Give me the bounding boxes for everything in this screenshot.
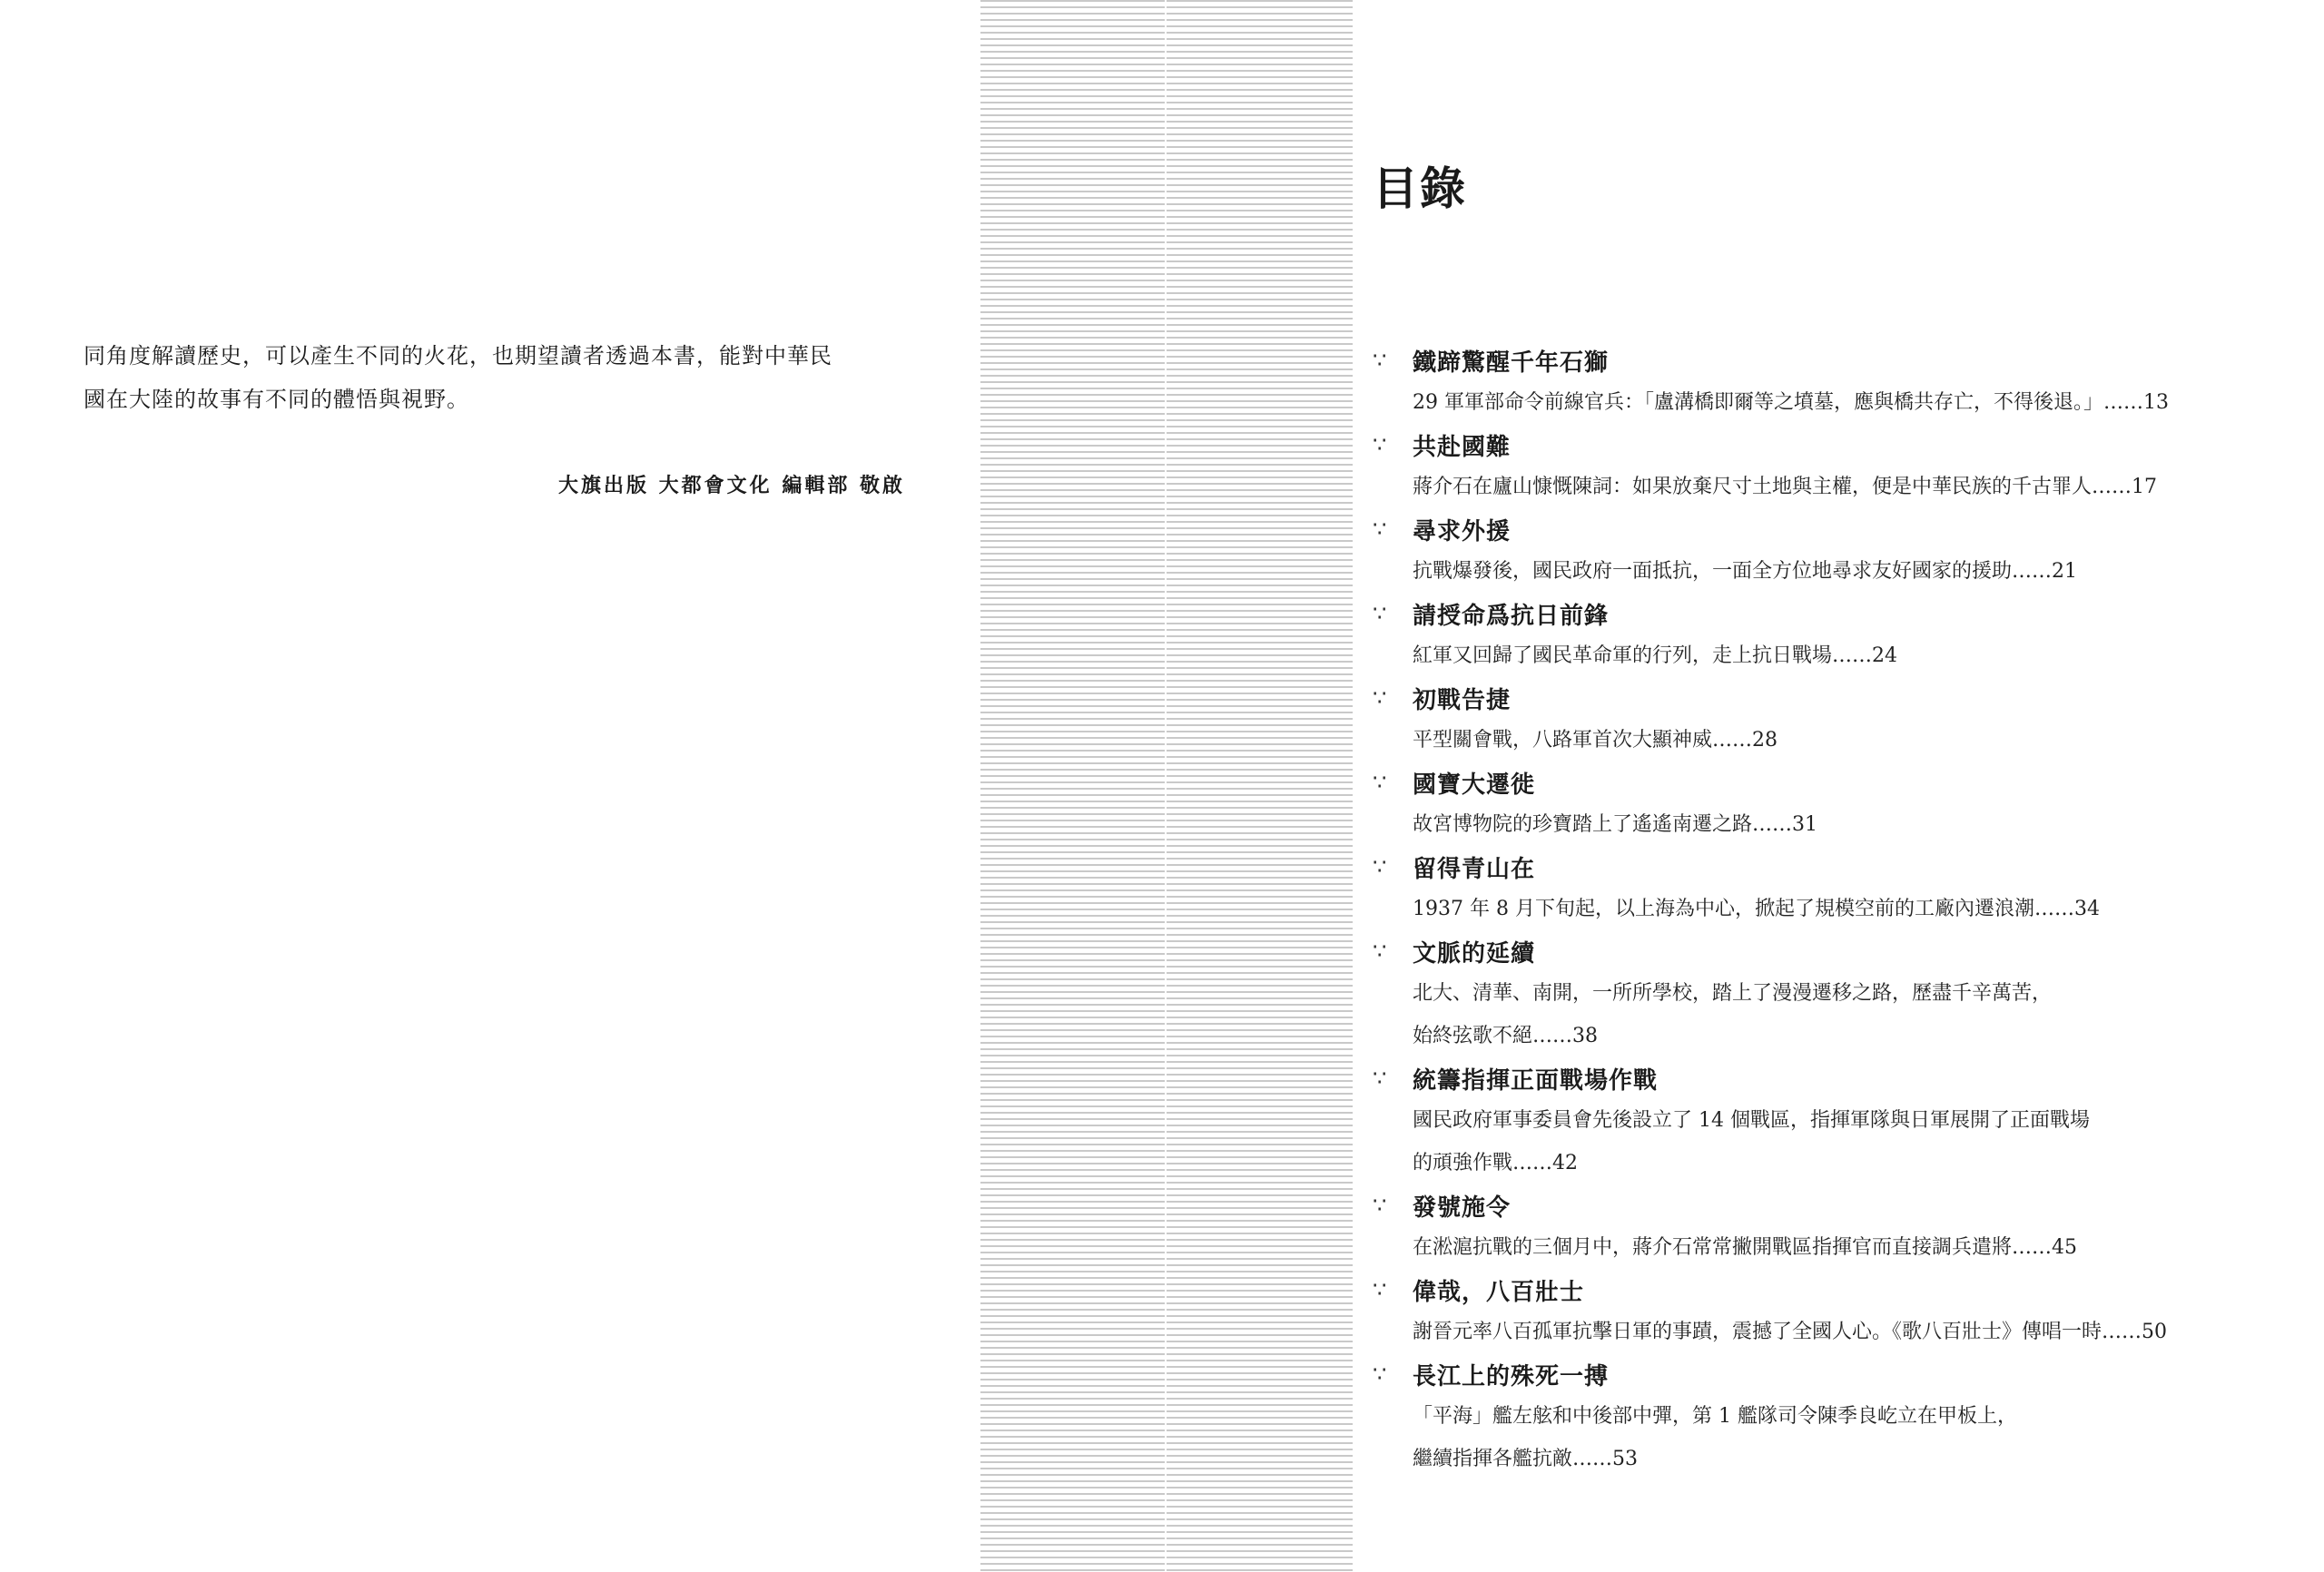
toc-entry-description: 「平海」艦左舷和中後部中彈，第 1 艦隊司令陳季良屹立在甲板上， (1413, 1405, 2017, 1428)
toc-entry[interactable] (1373, 1269, 2290, 1353)
table-of-contents (1373, 339, 2290, 1480)
preface-line: 國在大陸的故事有不同的體悟與視野。 (84, 387, 469, 412)
toc-entry-description: 蔣介石在廬山慷慨陳詞：如果放棄尺寸土地與主權，便是中華民族的千古罪人……17 (1413, 476, 2157, 498)
because-bullet-icon: ∵ (1373, 938, 1387, 964)
toc-entry-title: 初戰告捷 (1413, 686, 1512, 714)
toc-entry-description: 在淞滬抗戰的三個月中，蔣介石常常撇開戰區指揮官而直接調兵遣將……45 (1413, 1236, 2077, 1259)
left-page (84, 334, 905, 497)
toc-entry-description: 平型關會戰，八路軍首次大顯神威……28 (1413, 729, 1777, 752)
toc-entry-description: 故宮博物院的珍寶踏上了遙遙南遷之路……31 (1413, 813, 1817, 836)
toc-entry-description: 北大、清華、南開，一所所學校，踏上了漫漫遷移之路，歷盡千辛萬苦， (1413, 982, 2053, 1005)
gutter-divider (1165, 0, 1167, 1572)
toc-entry-title: 留得青山在 (1413, 855, 1536, 883)
toc-entry-title: 發號施令 (1413, 1194, 1512, 1222)
toc-entry[interactable] (1373, 424, 2290, 508)
toc-entry-head (1373, 1057, 2290, 1099)
toc-entry-head (1373, 1184, 2290, 1226)
toc-entry-title: 鐵蹄驚醒千年石獅 (1413, 349, 1610, 377)
preface-signature: 大旗出版 大都會文化 編輯部 敬啟 (558, 475, 905, 497)
toc-entry[interactable] (1373, 761, 2290, 846)
toc-entry[interactable] (1373, 1057, 2290, 1184)
because-bullet-icon: ∵ (1373, 1066, 1387, 1091)
because-bullet-icon: ∵ (1373, 1193, 1387, 1218)
because-bullet-icon: ∵ (1373, 348, 1387, 373)
center-gutter-stripes (980, 0, 1353, 1572)
toc-entry-title: 文脈的延續 (1413, 939, 1536, 968)
because-bullet-icon: ∵ (1373, 1361, 1387, 1387)
toc-entry-description: 繼續指揮各艦抗敵……53 (1413, 1448, 1638, 1470)
toc-entry-head (1373, 339, 2290, 381)
toc-entry-description: 紅軍又回歸了國民革命軍的行列，走上抗日戰場……24 (1413, 644, 1897, 667)
because-bullet-icon: ∵ (1373, 432, 1387, 457)
toc-entry-description: 謝晉元率八百孤軍抗擊日軍的事蹟，震撼了全國人心。《歌八百壯士》傳唱一時……50 (1413, 1321, 2167, 1343)
toc-entry-title: 國寶大遷徙 (1413, 771, 1536, 799)
toc-entry-description: 抗戰爆發後，國民政府一面抵抗，一面全方位地尋求友好國家的援助……21 (1413, 560, 2077, 583)
toc-title: 目錄 (1373, 162, 1467, 215)
toc-entry-description: 29 軍軍部命令前線官兵：「盧溝橋即爾等之墳墓，應與橋共存亡，不得後退。」……13 (1413, 391, 2169, 414)
toc-entry[interactable] (1373, 846, 2290, 930)
toc-entry[interactable] (1373, 930, 2290, 1057)
because-bullet-icon: ∵ (1373, 516, 1387, 542)
toc-entry-description: 始終弦歌不絕……38 (1413, 1025, 1598, 1047)
toc-entry-description: 的頑強作戰……42 (1413, 1152, 1578, 1174)
toc-entry-title: 共赴國難 (1413, 433, 1512, 461)
toc-entry-head (1373, 677, 2290, 719)
toc-entry[interactable] (1373, 1184, 2290, 1269)
toc-entry-head (1373, 846, 2290, 888)
because-bullet-icon: ∵ (1373, 770, 1387, 795)
toc-entry[interactable] (1373, 593, 2290, 677)
toc-entry-head (1373, 1353, 2290, 1395)
toc-entry-head (1373, 930, 2290, 972)
toc-entry-description: 1937 年 8 月下旬起，以上海為中心，掀起了規模空前的工廠內遷浪潮……34 (1413, 898, 2100, 920)
because-bullet-icon: ∵ (1373, 854, 1387, 879)
toc-entry-head (1373, 424, 2290, 466)
toc-entry-title: 尋求外援 (1413, 517, 1512, 545)
toc-entry-description: 國民政府軍事委員會先後設立了 14 個戰區，指揮軍隊與日軍展開了正面戰場 (1413, 1109, 2090, 1132)
toc-entry-head (1373, 508, 2290, 550)
toc-entry[interactable] (1373, 677, 2290, 761)
toc-entry-title: 偉哉，八百壯士 (1413, 1278, 1585, 1306)
preface-line: 同角度解讀歷史，可以產生不同的火花，也期望讀者透過本書，能對中華民 (84, 343, 832, 368)
toc-entry-head (1373, 1269, 2290, 1311)
toc-entry[interactable] (1373, 508, 2290, 593)
toc-entry-head (1373, 593, 2290, 634)
toc-entry-title: 長江上的殊死一搏 (1413, 1362, 1610, 1390)
toc-entry-title: 請授命爲抗日前鋒 (1413, 602, 1610, 630)
toc-entry-head (1373, 761, 2290, 803)
toc-entry[interactable] (1373, 339, 2290, 424)
toc-entry[interactable] (1373, 1353, 2290, 1480)
because-bullet-icon: ∵ (1373, 1277, 1387, 1302)
toc-entry-title: 統籌指揮正面戰場作戰 (1413, 1066, 1659, 1095)
because-bullet-icon: ∵ (1373, 601, 1387, 626)
because-bullet-icon: ∵ (1373, 685, 1387, 711)
